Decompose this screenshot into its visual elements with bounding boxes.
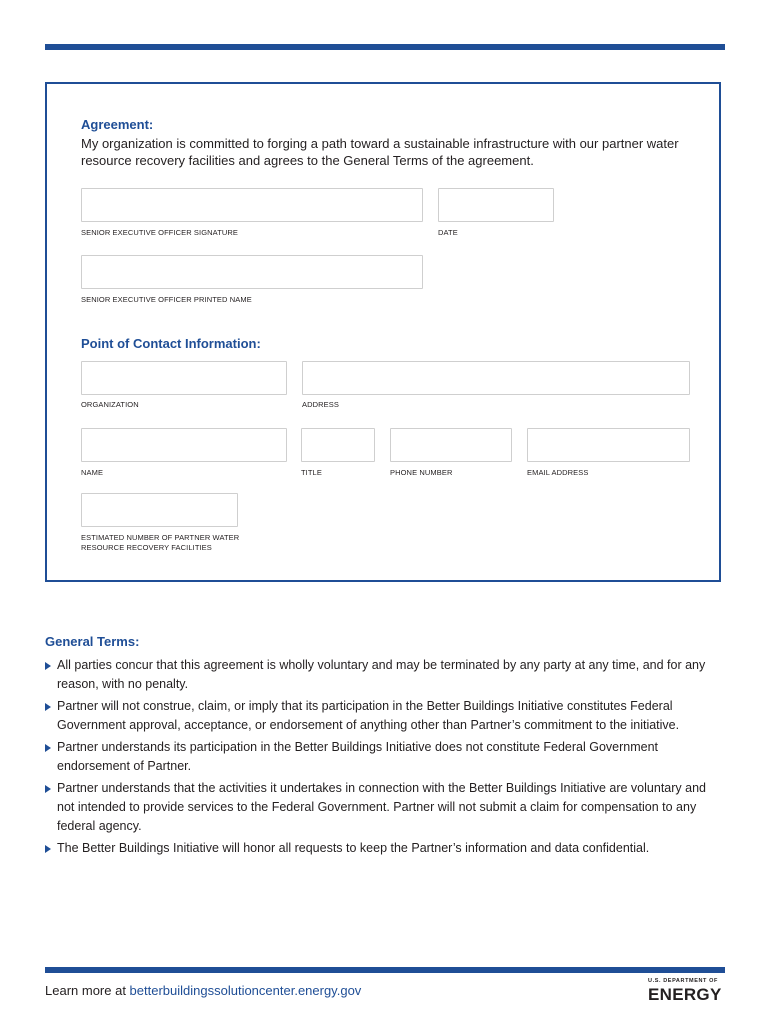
term-text: Partner understands its participation in the Better Buildings Initiative does not constitute Federal Government endorsement of Partner. <box>57 740 659 773</box>
doe-logo-main-text: ENERGY <box>648 985 722 1004</box>
term-text: Partner will not construe, claim, or imply that its participation in the Better Buildings Initiative constitutes Federal Government approval, acceptance, or endorsement of anything other than Partner’s commitment to the initiative. <box>57 699 680 732</box>
email-field[interactable] <box>527 428 690 462</box>
agreement-title: Agreement: <box>81 117 154 132</box>
footer-link[interactable]: betterbuildingssolutioncenter.energy.gov <box>129 983 362 998</box>
footer-learn-more <box>45 983 361 998</box>
agreement-text: My organization is committed to forging a path toward a sustainable infrastructure with our partner water resource recovery facilities and agrees to the General Terms of the agreement. <box>81 136 679 168</box>
triangle-bullet-icon <box>45 845 51 853</box>
bottom-rule <box>45 967 725 973</box>
facilities-label-line1: ESTIMATED NUMBER OF PARTNER WATER <box>81 533 240 542</box>
signature-label: SENIOR EXECUTIVE OFFICER SIGNATURE <box>81 228 239 237</box>
doe-logo-top-text: U.S. DEPARTMENT OF <box>648 978 718 984</box>
triangle-bullet-icon <box>45 662 51 670</box>
triangle-bullet-icon <box>45 785 51 793</box>
learn-more-text: Learn more at <box>45 983 130 998</box>
organization-label: ORGANIZATION <box>81 400 139 409</box>
agreement-form-box <box>45 82 721 582</box>
term-item <box>45 839 725 858</box>
phone-field[interactable] <box>390 428 512 462</box>
triangle-bullet-icon <box>45 703 51 711</box>
term-item <box>45 656 725 694</box>
printed-name-field[interactable] <box>81 255 423 289</box>
general-terms-list <box>45 656 725 861</box>
title-label: TITLE <box>301 468 322 477</box>
term-item <box>45 697 725 735</box>
general-terms-title: General Terms: <box>45 634 140 649</box>
address-field[interactable] <box>302 361 690 395</box>
email-label: EMAIL ADDRESS <box>527 468 589 477</box>
signature-field[interactable] <box>81 188 423 222</box>
term-text: The Better Buildings Initiative will honor all requests to keep the Partner’s information and data confidential. <box>57 841 650 855</box>
doe-logo <box>648 978 725 1004</box>
term-item <box>45 738 725 776</box>
organization-field[interactable] <box>81 361 287 395</box>
term-item <box>45 779 725 836</box>
date-field[interactable] <box>438 188 554 222</box>
date-label: DATE <box>438 228 458 237</box>
phone-label: PHONE NUMBER <box>390 468 453 477</box>
term-text: Partner understands that the activities it undertakes in connection with the Better Buildings Initiative are voluntary and not intended to provide services to the Federal Government. Partner will not submit a claim for compensation to any federal agency. <box>57 781 706 833</box>
printed-name-label: SENIOR EXECUTIVE OFFICER PRINTED NAME <box>81 295 252 304</box>
name-field[interactable] <box>81 428 287 462</box>
name-label: NAME <box>81 468 104 477</box>
contact-title: Point of Contact Information: <box>81 336 261 351</box>
facilities-count-field[interactable] <box>81 493 238 527</box>
facilities-label-line2: RESOURCE RECOVERY FACILITIES <box>81 543 212 552</box>
triangle-bullet-icon <box>45 744 51 752</box>
address-label: ADDRESS <box>302 400 339 409</box>
top-rule <box>45 44 725 50</box>
term-text: All parties concur that this agreement is wholly voluntary and may be terminated by any party at any time, and for any reason, with no penalty. <box>57 658 706 691</box>
title-field[interactable] <box>301 428 375 462</box>
